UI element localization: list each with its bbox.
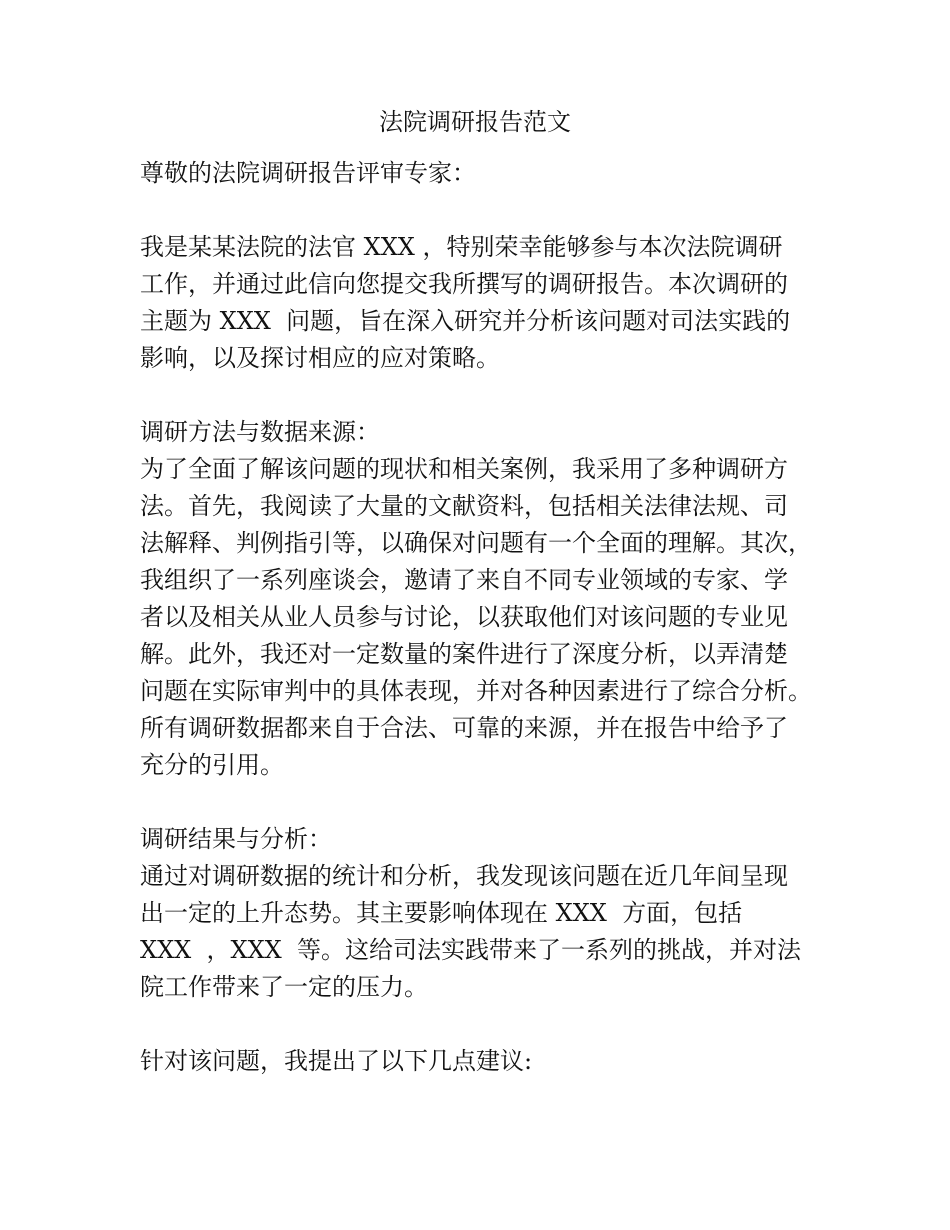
text-line: 针对该问题，我提出了以下几点建议: — [140, 1047, 533, 1075]
text-line: 调研方法与数据来源： — [140, 418, 380, 446]
text-line: 我组织了一系列座谈会，邀请了来自不同专业领域的专家、学 — [140, 566, 788, 594]
text-line: 通过对调研数据的统计和分析，我发现该问题在近几年间呈现 — [140, 862, 788, 890]
text-line: 出一定的上升态势。其主要影响体现在 XXX 方面，包括 — [140, 899, 743, 927]
text-line: 院工作带来了一定的压力。 — [140, 973, 428, 1001]
text-line: 为了全面了解该问题的现状和相关案例，我采用了多种调研方 — [140, 455, 788, 483]
text-line: 工作，并通过此信向您提交我所撰写的调研报告。本次调研的 — [140, 270, 788, 298]
text-line: 我是某某法院的法官 XXX ，特别荣幸能够参与本次法院调研 — [140, 233, 783, 261]
blank-line — [140, 784, 840, 821]
text-line: 所有调研数据都来自于合法、可靠的来源，并在报告中给予了 — [140, 714, 788, 742]
text-line: 影响，以及探讨相应的应对策略。 — [140, 344, 500, 372]
text-line: 尊敬的法院调研报告评审专家： — [140, 159, 476, 187]
text-line: 法。首先，我阅读了大量的文献资料，包括相关法律法规、司 — [140, 492, 788, 520]
text-line: 法解释、判例指引等，以确保对问题有一个全面的理解。其次， — [140, 529, 812, 557]
blank-line — [140, 377, 840, 414]
blank-line — [140, 1006, 840, 1043]
text-line: 解。此外，我还对一定数量的案件进行了深度分析，以弄清楚 — [140, 640, 788, 668]
text-line: 者以及相关从业人员参与讨论，以获取他们对该问题的专业见 — [140, 603, 788, 631]
document-title: 法院调研报告范文 — [379, 108, 571, 136]
blank-line — [140, 192, 840, 229]
text-line: 问题在实际审判中的具体表现，并对各种因素进行了综合分析。 — [140, 677, 812, 705]
text-line: 调研结果与分析： — [140, 825, 332, 853]
text-line: 充分的引用。 — [140, 751, 284, 779]
document-body — [140, 155, 840, 1080]
text-line: XXX ，XXX 等。这给司法实践带来了一系列的挑战，并对法 — [140, 936, 802, 964]
text-line: 主题为 XXX 问题，旨在深入研究并分析该问题对司法实践的 — [140, 307, 791, 335]
